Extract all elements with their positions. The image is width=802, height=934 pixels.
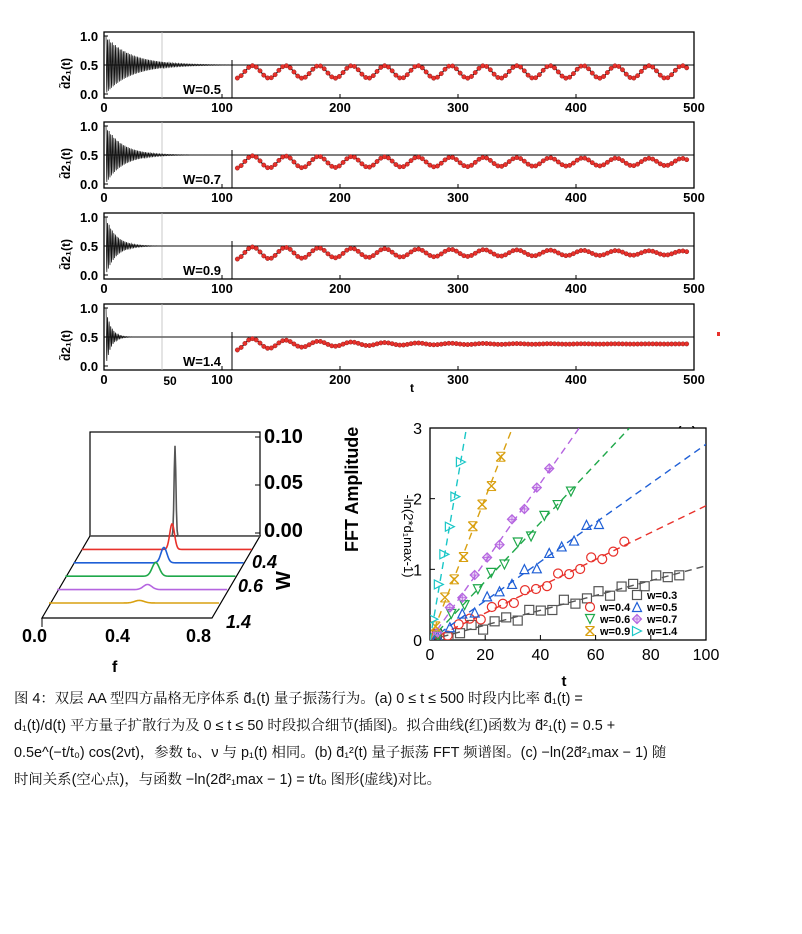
fit-point bbox=[273, 253, 277, 257]
fit-point bbox=[277, 249, 281, 253]
fit-point bbox=[371, 73, 375, 77]
fit-point bbox=[326, 161, 330, 165]
fit-point bbox=[458, 71, 462, 75]
fit-point bbox=[360, 72, 364, 76]
fit-point bbox=[375, 159, 379, 163]
fit-point bbox=[635, 73, 639, 77]
fit-point bbox=[583, 64, 587, 68]
fit-point bbox=[405, 162, 409, 166]
fit-point bbox=[601, 163, 605, 167]
fit-point bbox=[469, 163, 473, 167]
xtick-label: 400 bbox=[565, 100, 587, 115]
ytick-label: 0.0 bbox=[80, 268, 99, 283]
fit-point bbox=[669, 72, 673, 76]
fit-point bbox=[518, 65, 522, 69]
fit-point bbox=[303, 165, 307, 169]
fit-point bbox=[684, 342, 688, 346]
fit-point bbox=[571, 71, 575, 75]
fit-point bbox=[292, 251, 296, 255]
ytick-label: 3 bbox=[413, 421, 422, 438]
fit-point bbox=[277, 68, 281, 72]
fit-point bbox=[239, 345, 243, 349]
legend-label: w=0.4 bbox=[600, 602, 631, 614]
fit-point bbox=[658, 73, 662, 77]
panel-b bbox=[22, 426, 362, 676]
fit-point bbox=[239, 254, 243, 258]
xtick-label: 200 bbox=[329, 372, 351, 387]
panel-c bbox=[401, 421, 719, 690]
fit-point bbox=[341, 251, 345, 255]
ytick-label: 0.5 bbox=[80, 58, 99, 73]
legend-label: w=0.7 bbox=[647, 614, 678, 626]
fit-point bbox=[269, 76, 273, 80]
fit-point bbox=[639, 69, 643, 73]
fit-point bbox=[356, 249, 360, 253]
xtick-label: 0 bbox=[100, 100, 108, 115]
panel-a-ylabel: d̃2₁(t) bbox=[59, 239, 73, 270]
w-label: W=0.5 bbox=[183, 82, 221, 97]
fit-point bbox=[341, 70, 345, 74]
fit-point bbox=[435, 164, 439, 168]
subplot-4 bbox=[58, 301, 705, 387]
ytick-label: 0.5 bbox=[80, 148, 99, 163]
fit-point bbox=[518, 156, 522, 160]
fit-point bbox=[337, 74, 341, 78]
legend-label: w=0.5 bbox=[647, 602, 678, 614]
fit-point bbox=[424, 70, 428, 74]
fit-point bbox=[590, 71, 594, 75]
fit-point bbox=[269, 165, 273, 169]
fit-point bbox=[507, 69, 511, 73]
xtick-label: 100 bbox=[211, 372, 233, 387]
fit-point bbox=[345, 66, 349, 70]
fit-point bbox=[303, 75, 307, 79]
fit-point bbox=[269, 256, 273, 260]
fit-point bbox=[239, 73, 243, 77]
panel-b-xtick-0: 0.0 bbox=[22, 626, 48, 646]
xtick-label: 400 bbox=[565, 281, 587, 296]
fit-point bbox=[292, 160, 296, 164]
fit-point bbox=[484, 64, 488, 68]
xtick-label: 400 bbox=[565, 190, 587, 205]
fit-point bbox=[262, 73, 266, 77]
fit-point bbox=[605, 70, 609, 74]
fit-point bbox=[258, 69, 262, 73]
fit-point bbox=[235, 348, 239, 352]
ytick-label: 1 bbox=[413, 562, 422, 580]
xtick-label: 200 bbox=[329, 100, 351, 115]
subplot-3 bbox=[58, 210, 705, 296]
fit-point bbox=[424, 251, 428, 255]
fit-point bbox=[243, 69, 247, 73]
fit-point bbox=[390, 250, 394, 254]
ytick-label: 0.0 bbox=[80, 359, 99, 374]
fit-point bbox=[424, 160, 428, 164]
fit-point bbox=[262, 163, 266, 167]
ytick-label: 2 bbox=[413, 491, 422, 509]
fit-point bbox=[454, 249, 458, 253]
fit-point bbox=[235, 166, 239, 170]
panel-a-ylabel: d̃2₁(t) bbox=[59, 148, 73, 179]
xtick-label: 300 bbox=[447, 281, 469, 296]
ytick-label: 1.0 bbox=[80, 301, 99, 316]
fit-point bbox=[318, 154, 322, 158]
panel-b-ztick-2: 0.00 bbox=[264, 520, 303, 542]
fit-point bbox=[537, 162, 541, 166]
xtick-label: 300 bbox=[447, 190, 469, 205]
fit-point bbox=[262, 254, 266, 258]
fit-point bbox=[469, 74, 473, 78]
fit-point bbox=[617, 64, 621, 68]
fit-point bbox=[307, 252, 311, 256]
xtick-label: 20 bbox=[476, 647, 495, 664]
fit-point bbox=[586, 67, 590, 71]
fit-point bbox=[356, 68, 360, 72]
panel-b-zlabel: FFT Amplitude bbox=[342, 426, 362, 552]
w-label: W=1.4 bbox=[183, 354, 221, 369]
panel-b-wtick-0: 0.4 bbox=[252, 552, 278, 572]
fit-point bbox=[492, 72, 496, 76]
ytick-label: 0.0 bbox=[80, 87, 99, 102]
fit-point bbox=[390, 159, 394, 163]
fit-point bbox=[352, 64, 356, 68]
fit-point bbox=[303, 255, 307, 259]
fit-point bbox=[435, 75, 439, 79]
w-label: W=0.7 bbox=[183, 172, 221, 187]
fit-point bbox=[356, 158, 360, 162]
fit-point bbox=[450, 64, 454, 68]
fit-point bbox=[669, 161, 673, 165]
fit-point bbox=[401, 76, 405, 80]
fit-point bbox=[352, 155, 356, 159]
fit-point bbox=[552, 157, 556, 161]
inset-xtick-50: 50 bbox=[163, 374, 177, 388]
xtick-label: 300 bbox=[447, 100, 469, 115]
fit-point bbox=[439, 161, 443, 165]
fit-point bbox=[318, 64, 322, 68]
fit-point bbox=[235, 257, 239, 261]
fit-point bbox=[620, 68, 624, 72]
ytick-label: 0.0 bbox=[80, 177, 99, 192]
fit-point bbox=[526, 73, 530, 77]
fit-point bbox=[454, 67, 458, 71]
fit-point bbox=[307, 161, 311, 165]
fit-point bbox=[390, 69, 394, 73]
fit-point bbox=[537, 72, 541, 76]
xtick-label: 100 bbox=[692, 647, 720, 664]
fit-point bbox=[375, 250, 379, 254]
fit-point bbox=[552, 66, 556, 70]
panel-a-xlabel: t bbox=[410, 381, 414, 395]
fit-point bbox=[684, 249, 688, 253]
fit-point bbox=[503, 162, 507, 166]
fit-point bbox=[666, 76, 670, 80]
fit-point bbox=[586, 158, 590, 162]
fit-point bbox=[439, 252, 443, 256]
xtick-label: 300 bbox=[447, 372, 469, 387]
fit-point bbox=[311, 67, 315, 71]
fit-point bbox=[311, 249, 315, 253]
fit-point bbox=[405, 72, 409, 76]
fit-point bbox=[620, 158, 624, 162]
fit-point bbox=[371, 253, 375, 257]
subplot-1 bbox=[58, 29, 705, 115]
xtick-label: 500 bbox=[683, 372, 705, 387]
xtick-label: 400 bbox=[565, 372, 587, 387]
fit-point bbox=[651, 65, 655, 69]
fit-point bbox=[311, 157, 315, 161]
fit-point bbox=[273, 162, 277, 166]
fit-point bbox=[337, 254, 341, 258]
fit-point bbox=[239, 163, 243, 167]
fit-point bbox=[273, 344, 277, 348]
fit-point bbox=[507, 159, 511, 163]
fit-point bbox=[243, 159, 247, 163]
legend-label: w=1.4 bbox=[647, 626, 678, 638]
legend-label: w=0.9 bbox=[600, 626, 631, 638]
panel-b-xtick-1: 0.4 bbox=[105, 626, 131, 646]
fit-point bbox=[684, 66, 688, 70]
fit-point bbox=[654, 159, 658, 163]
caption-line-4: 时间关系(空心点)，与函数 −ln(2d̃²₁max − 1) = t/t₀ 图形(虚线)对比。 bbox=[14, 772, 441, 788]
subplot-2 bbox=[58, 119, 705, 205]
fit-point bbox=[394, 73, 398, 77]
xtick-label: 80 bbox=[641, 647, 660, 664]
fit-point bbox=[292, 70, 296, 74]
panel-b-xlabel: f bbox=[112, 659, 118, 676]
xtick-label: 200 bbox=[329, 281, 351, 296]
fit-point bbox=[556, 70, 560, 74]
xtick-label: 0 bbox=[100, 190, 108, 205]
fit-point bbox=[409, 68, 413, 72]
fit-point bbox=[322, 157, 326, 161]
xtick-label: 60 bbox=[586, 647, 605, 664]
fit-point bbox=[605, 160, 609, 164]
fit-point bbox=[458, 161, 462, 165]
fit-point bbox=[684, 157, 688, 161]
xtick-label: 0 bbox=[100, 281, 108, 296]
ytick-label: 0.5 bbox=[80, 239, 99, 254]
fit-point bbox=[371, 163, 375, 167]
xtick-label: 500 bbox=[683, 100, 705, 115]
xtick-label: 500 bbox=[683, 281, 705, 296]
xtick-label: 100 bbox=[211, 190, 233, 205]
fit-point bbox=[322, 248, 326, 252]
fit-point bbox=[673, 68, 677, 72]
fit-point bbox=[632, 76, 636, 80]
ytick-label: 1.0 bbox=[80, 210, 99, 225]
fit-point bbox=[488, 68, 492, 72]
fit-point bbox=[288, 66, 292, 70]
panel-b-xtick-2: 0.8 bbox=[186, 626, 212, 646]
caption-line-1: 图 4：双层 AA 型四方晶格无序体系 d̃₁(t) 量子振荡行为。(a) 0 ≤ t ≤ 500 时段内比率 d̃₁(t) = bbox=[14, 691, 583, 707]
xtick-label: 40 bbox=[531, 647, 550, 664]
fit-point bbox=[254, 65, 258, 69]
fit-point bbox=[522, 69, 526, 73]
fit-point bbox=[477, 66, 481, 70]
fit-point bbox=[420, 66, 424, 70]
fit-point bbox=[499, 76, 503, 80]
xtick-label: 200 bbox=[329, 190, 351, 205]
panel-c-xlabel: t bbox=[561, 673, 567, 690]
fit-point bbox=[322, 67, 326, 71]
fit-point bbox=[386, 247, 390, 251]
fit-point bbox=[258, 341, 262, 345]
fit-point bbox=[254, 246, 258, 250]
fit-point bbox=[235, 76, 239, 80]
panel-b-wlabel: W bbox=[273, 571, 295, 590]
fit-point bbox=[243, 250, 247, 254]
fit-point bbox=[541, 68, 545, 72]
fit-point bbox=[352, 247, 356, 251]
panel-b-wtick-1: 0.6 bbox=[238, 576, 264, 596]
fit-point bbox=[326, 252, 330, 256]
fit-point bbox=[243, 341, 247, 345]
fit-point bbox=[360, 162, 364, 166]
fit-point bbox=[439, 71, 443, 75]
fit-point bbox=[420, 157, 424, 161]
legend-label: w=0.3 bbox=[647, 590, 678, 602]
fit-point bbox=[473, 160, 477, 164]
fit-point bbox=[635, 162, 639, 166]
fit-point bbox=[567, 75, 571, 79]
fit-point bbox=[503, 73, 507, 77]
fit-point bbox=[409, 158, 413, 162]
fit-point bbox=[288, 156, 292, 160]
fit-point bbox=[488, 158, 492, 162]
fit-point bbox=[443, 67, 447, 71]
panel-c-ylabel: -ln(2*d₁max-1) bbox=[401, 494, 416, 578]
fit-point bbox=[307, 71, 311, 75]
fit-point bbox=[337, 164, 341, 168]
xtick-label: 0 bbox=[100, 372, 108, 387]
xtick-label: 100 bbox=[211, 100, 233, 115]
fit-point bbox=[386, 156, 390, 160]
fit-point bbox=[575, 67, 579, 71]
fit-point bbox=[654, 69, 658, 73]
figure-caption bbox=[14, 686, 790, 794]
panel-b-wtick-2: 1.4 bbox=[226, 612, 252, 632]
xtick-label: 0 bbox=[425, 647, 435, 664]
panel-a-ylabel: d̃2₁(t) bbox=[59, 330, 73, 361]
fit-point bbox=[522, 159, 526, 163]
ytick-label: 1.0 bbox=[80, 119, 99, 134]
ytick-label: 0.5 bbox=[80, 330, 99, 345]
caption-line-3: 0.5e^(−t/t₀) cos(2νt)，参数 t₀、ν 与 p₁(t) 相同。(b) d̃₁²(t) 量子振荡 FFT 频谱图。(c) −ln(2d̃²₁max − 1) 随 bbox=[14, 745, 667, 761]
ytick-label: 0 bbox=[413, 633, 422, 650]
fit-point bbox=[273, 72, 277, 76]
fit-point bbox=[254, 338, 258, 342]
fit-point bbox=[326, 71, 330, 75]
fit-point bbox=[556, 160, 560, 164]
w-label: W=0.9 bbox=[183, 263, 221, 278]
xtick-label: 100 bbox=[211, 281, 233, 296]
panel-a bbox=[58, 29, 720, 395]
fit-point bbox=[533, 76, 537, 80]
fit-point bbox=[341, 160, 345, 164]
fit-point bbox=[254, 155, 258, 159]
fit-point bbox=[277, 158, 281, 162]
ytick-label: 1.0 bbox=[80, 29, 99, 44]
caption-line-2: d₁(t)/d(t) 平方量子扩散行为及 0 ≤ t ≤ 50 时段拟合细节(插图)。拟合曲线(红)函数为 d̃²₁(t) = 0.5 + bbox=[14, 718, 616, 734]
stray-mark bbox=[717, 332, 720, 336]
fit-point bbox=[571, 161, 575, 165]
fit-point bbox=[258, 159, 262, 163]
fit-point bbox=[258, 250, 262, 254]
fit-point bbox=[473, 70, 477, 74]
fit-point bbox=[601, 74, 605, 78]
fit-point bbox=[375, 69, 379, 73]
fit-point bbox=[624, 72, 628, 76]
panel-a-ylabel: d̃2₁(t) bbox=[59, 58, 73, 89]
fit-point bbox=[420, 248, 424, 252]
fit-point bbox=[367, 76, 371, 80]
fit-point bbox=[386, 65, 390, 69]
panel-b-ztick-1: 0.05 bbox=[264, 472, 303, 494]
fit-point bbox=[288, 247, 292, 251]
fit-point bbox=[401, 164, 405, 168]
fit-point bbox=[454, 157, 458, 161]
fit-point bbox=[609, 66, 613, 70]
legend-label: w=0.6 bbox=[600, 614, 631, 626]
panel-b-ztick-0: 0.10 bbox=[264, 426, 303, 448]
fit-point bbox=[405, 253, 409, 257]
xtick-label: 500 bbox=[683, 190, 705, 205]
